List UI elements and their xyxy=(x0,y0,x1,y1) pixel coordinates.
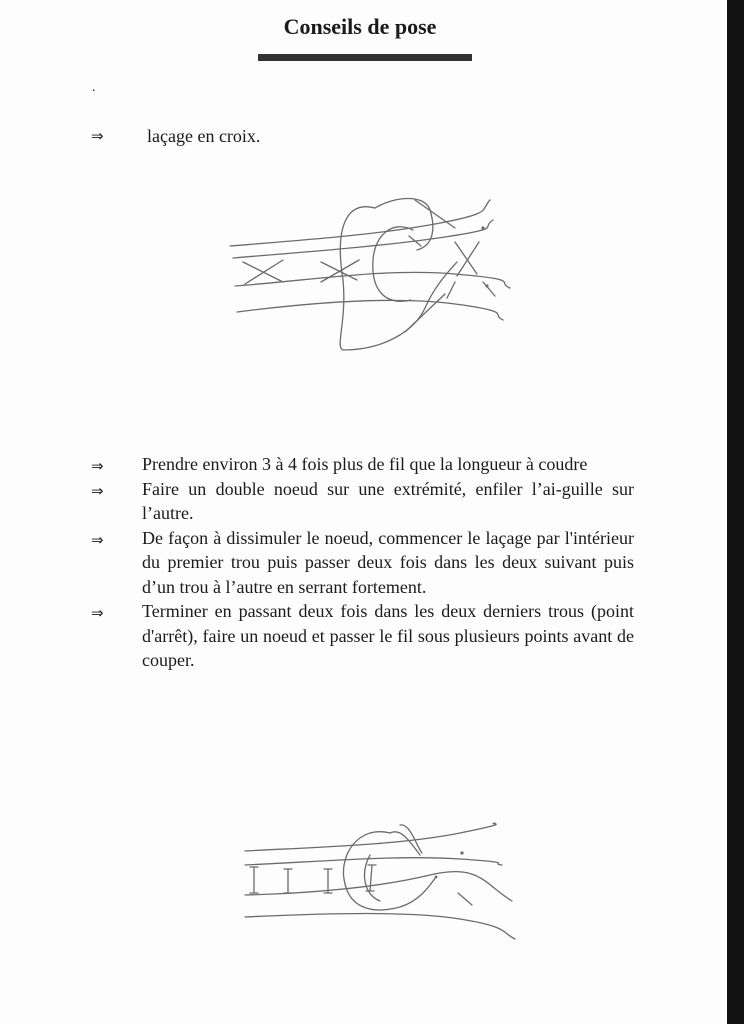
step-text: Terminer en passant deux fois dans les deux derniers trous (point d'arrêt), faire un noeud et passer le fil sous plusieurs points avant de couper. xyxy=(142,601,634,670)
intro-text: laçage en croix. xyxy=(147,126,261,146)
page-marker: . xyxy=(92,80,96,95)
list-item xyxy=(91,452,651,477)
step-text: De façon à dissimuler le noeud, commencer le laçage par l'intérieur du premier trou puis passer deux fois dans les deux suivant puis d’un trou à l’autre en serrant fortement. xyxy=(142,527,634,597)
arrow-icon: ⇒ xyxy=(91,604,104,622)
arrow-icon: ⇒ xyxy=(91,127,104,145)
arrow-icon: ⇒ xyxy=(91,457,104,475)
arrow-icon: ⇒ xyxy=(91,481,104,500)
arrow-icon: ⇒ xyxy=(91,530,104,549)
straight-lacing-figure xyxy=(240,815,530,950)
title-underline xyxy=(258,54,472,61)
page-title: Conseils de pose xyxy=(283,14,437,39)
step-text: Prendre environ 3 à 4 fois plus de fil que la longueur à coudre xyxy=(142,454,588,474)
list-item xyxy=(91,599,651,673)
intro-item xyxy=(91,124,651,149)
step-text: Faire un double noeud sur une extrémité, enfiler l’ai-guille sur l’autre. xyxy=(142,478,634,523)
cross-lacing-figure xyxy=(225,190,515,360)
list-item xyxy=(91,526,651,600)
instruction-list xyxy=(91,452,651,673)
scan-edge xyxy=(727,0,744,1024)
list-item xyxy=(91,477,651,526)
